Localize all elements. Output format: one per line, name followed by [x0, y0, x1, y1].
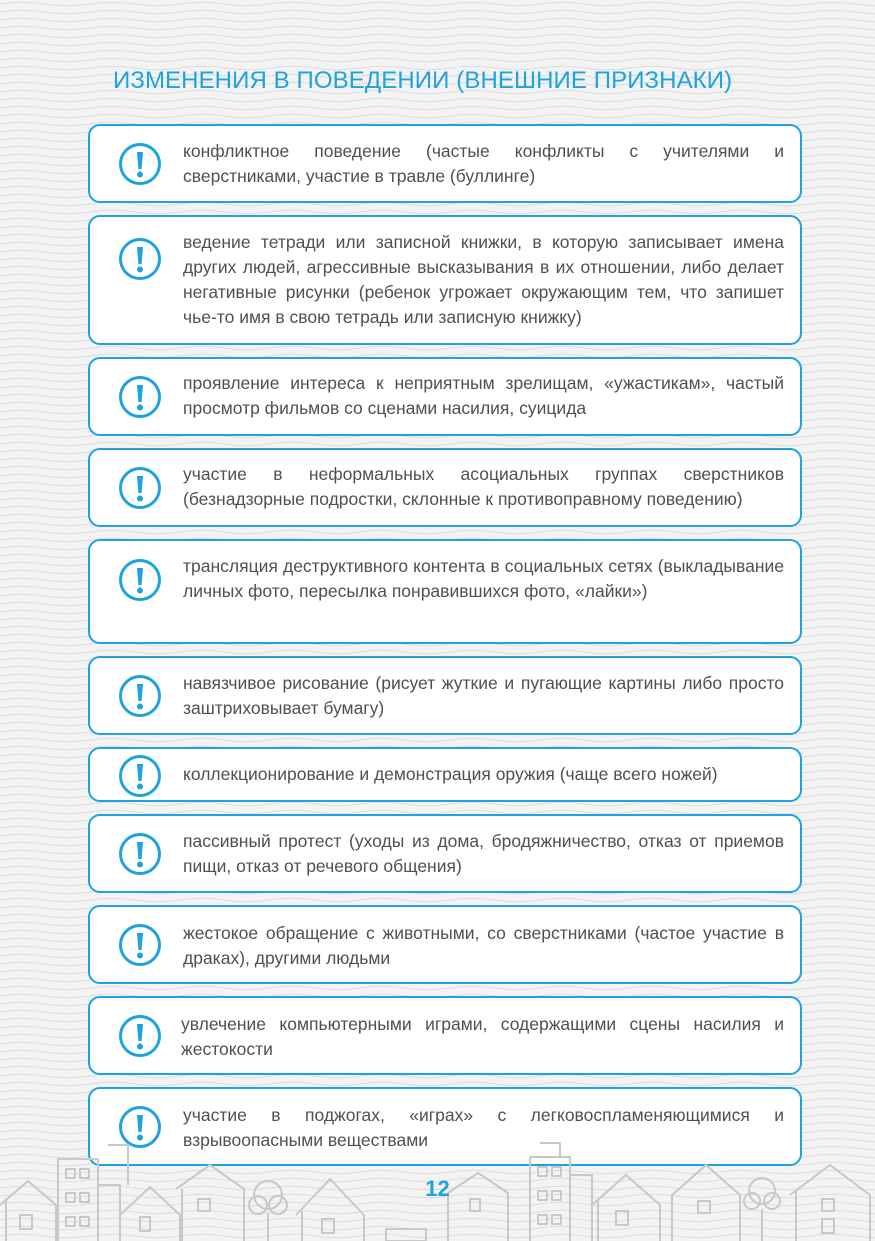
list-item — [88, 814, 802, 893]
list-item-text: увлечение компьютерными играми, содержащими сцены насилия и жестокости — [181, 1014, 784, 1059]
list-item — [88, 448, 802, 527]
exclamation-circle-icon — [118, 674, 162, 718]
exclamation-circle-icon — [118, 466, 162, 510]
exclamation-circle-icon — [118, 142, 162, 186]
exclamation-circle-icon — [118, 375, 162, 419]
list-item — [88, 656, 802, 735]
list-item-text: коллекционирование и демонстрация оружия (чаще всего ножей) — [183, 764, 718, 784]
list-item — [88, 905, 802, 984]
page-number: 12 — [425, 1176, 450, 1201]
page-title: ИЗМЕНЕНИЯ В ПОВЕДЕНИИ (ВНЕШНИЕ ПРИЗНАКИ) — [113, 67, 733, 94]
list-item-text: конфликтное поведение (частые конфликты с учителями и сверстниками, участие в травле (буллинге) — [183, 141, 784, 186]
list-item — [88, 357, 802, 436]
list-item — [88, 124, 802, 203]
list-item — [88, 215, 802, 345]
list-item-text: навязчивое рисование (рисует жуткие и пугающие картины либо просто заштриховывает бумагу) — [183, 673, 784, 718]
exclamation-circle-icon — [118, 237, 162, 281]
exclamation-circle-icon — [118, 923, 162, 967]
list-item — [88, 996, 802, 1075]
exclamation-circle-icon — [118, 1014, 162, 1058]
exclamation-circle-icon — [118, 558, 162, 602]
exclamation-circle-icon — [118, 832, 162, 876]
list-item-text: трансляция деструктивного контента в социальных сетях (выкладывание личных фото, пересылка понравившихся фото, «лайки») — [183, 556, 784, 601]
list-item-text: жестокое обращение с животными, со сверстниками (частое участие в драках), другими людьми — [183, 923, 784, 968]
list-item-text: участие в поджогах, «играх» с легковоспламеняющимися и взрывоопасными веществами — [183, 1105, 784, 1150]
exclamation-circle-icon — [118, 754, 162, 798]
list-item-text: ведение тетради или записной книжки, в которую записывает имена других людей, агрессивные высказывания в их отношении, либо делает негативные рисунки (ребенок угрожает окружающим тем, что запишет чье-то имя в свою тетрадь или записную книжку) — [183, 232, 784, 327]
list-item-text: пассивный протест (уходы из дома, бродяжничество, отказ от приемов пищи, отказ от речевого общения) — [183, 831, 784, 876]
list-item-text: участие в неформальных асоциальных группах сверстников (безнадзорные подростки, склонные к противоправному поведению) — [183, 464, 784, 509]
list-item — [88, 747, 802, 802]
list-item — [88, 539, 802, 644]
list-item-text: проявление интереса к неприятным зрелищам, «ужастикам», частый просмотр фильмов со сценами насилия, суицида — [183, 373, 784, 418]
